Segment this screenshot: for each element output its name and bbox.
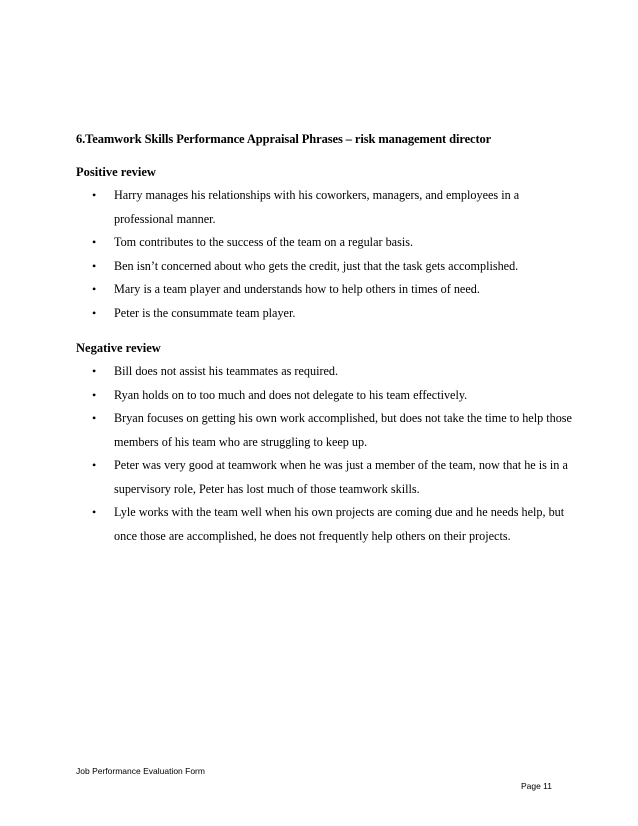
list-item <box>76 231 576 255</box>
list-item <box>76 184 576 231</box>
footer-form-name: Job Performance Evaluation Form <box>76 766 205 776</box>
negative-review-list <box>76 360 576 548</box>
list-item <box>76 302 576 326</box>
list-item <box>76 407 576 454</box>
bullet-icon: • <box>92 364 97 378</box>
bullet-icon: • <box>92 188 97 202</box>
list-item-text: Peter is the consummate team player. <box>114 305 296 320</box>
footer-page-number: Page 11 <box>520 781 552 791</box>
bullet-icon: • <box>92 458 97 472</box>
list-item-text: Lyle works with the team well when his own projects are coming due and he needs help, but once those are accomplished, he does not frequently help others on their projects. <box>114 505 565 543</box>
negative-review-heading: Negative review <box>76 341 161 355</box>
list-item <box>76 454 576 501</box>
positive-review-list <box>76 184 576 325</box>
bullet-icon: • <box>92 505 97 519</box>
list-item-text: Mary is a team player and understands how to help others in times of need. <box>114 282 480 296</box>
bullet-icon: • <box>92 258 97 273</box>
document-body <box>76 132 576 548</box>
bullet-icon: • <box>92 282 97 296</box>
list-item <box>76 384 576 408</box>
bullet-icon: • <box>92 305 97 320</box>
list-item-text: Bryan focuses on getting his own work accomplished, but does not take the time to help those members of his team who are struggling to keep up. <box>114 411 572 449</box>
list-item-text: Ryan holds on to too much and does not delegate to his team effectively. <box>114 387 468 402</box>
bullet-icon: • <box>92 411 97 425</box>
bullet-icon: • <box>92 387 97 402</box>
bullet-icon: • <box>92 235 97 249</box>
section-title: 6.Teamwork Skills Performance Appraisal Phrases – risk management director <box>76 132 492 146</box>
list-item <box>76 501 576 548</box>
list-item-text: Tom contributes to the success of the team on a regular basis. <box>114 235 414 249</box>
list-item-text: Harry manages his relationships with his coworkers, managers, and employees in a professional manner. <box>114 188 520 226</box>
positive-review-heading: Positive review <box>76 165 156 179</box>
section-spacer <box>76 325 576 341</box>
list-item-text: Peter was very good at teamwork when he was just a member of the team, now that he is in a supervisory role, Peter has lost much of those teamwork skills. <box>114 458 568 496</box>
list-item-text: Bill does not assist his teammates as required. <box>114 364 339 378</box>
list-item <box>76 255 576 279</box>
list-item <box>76 278 576 302</box>
list-item-text: Ben isn’t concerned about who gets the credit, just that the task gets accomplished. <box>114 258 519 273</box>
list-item <box>76 360 576 384</box>
